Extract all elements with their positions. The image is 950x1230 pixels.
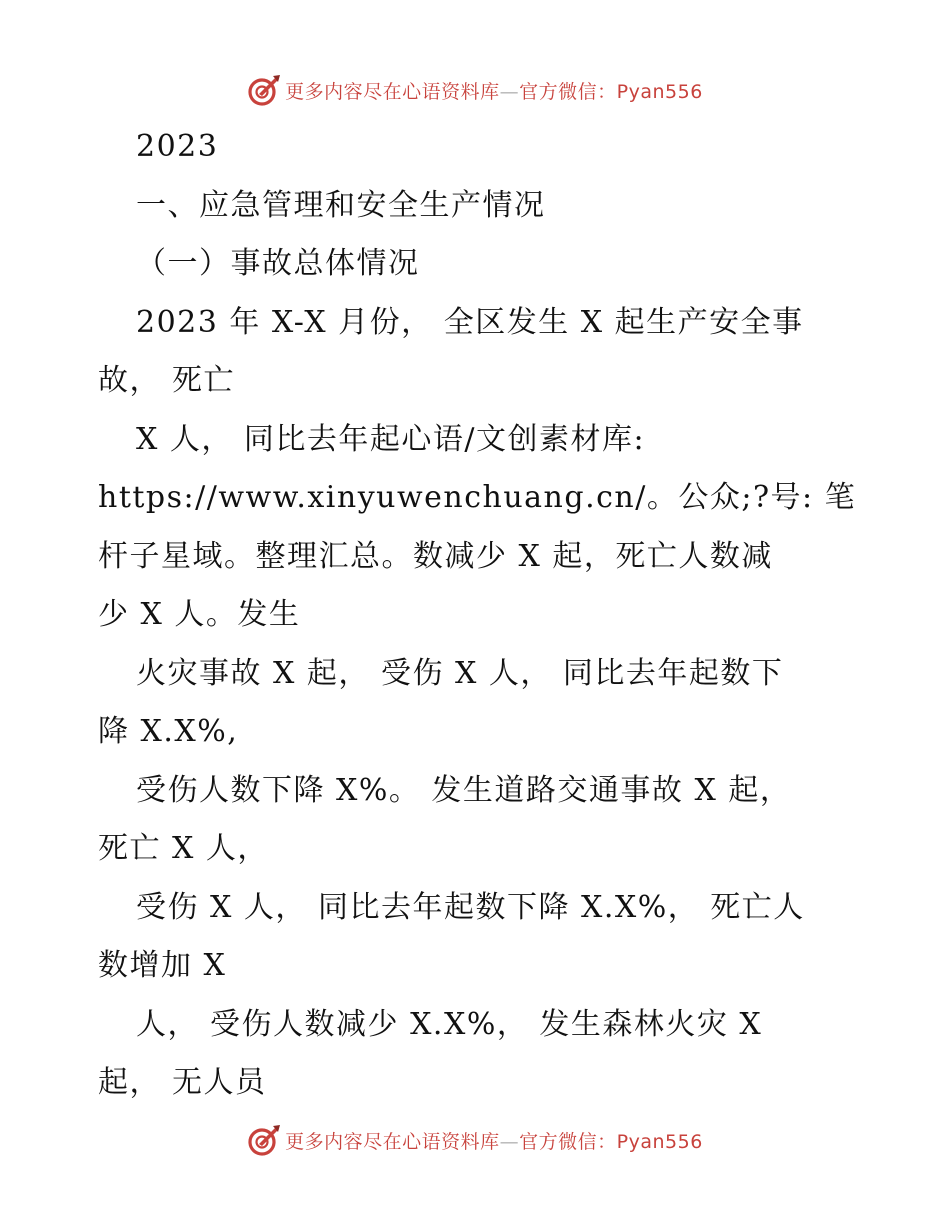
body-line: 降 X.X%, bbox=[98, 714, 239, 749]
body-line: 杆子星域。整理汇总。数减少 X 起，死亡人数减 bbox=[98, 538, 773, 574]
body-line: 起， 无人员 bbox=[98, 1065, 267, 1100]
footer-watermark-banner bbox=[0, 1120, 950, 1160]
body-line: 2023 年 X-X 月份， 全区发生 X 起生产安全事 bbox=[136, 304, 804, 340]
quill-pen-circle-icon bbox=[247, 73, 281, 107]
body-line: 2023 bbox=[136, 129, 219, 164]
watermark-text: 更多内容尽在心语资料库—官方微信：Pyan556 bbox=[285, 80, 703, 103]
body-line: X 人， 同比去年起心语/文创素材库: bbox=[136, 421, 646, 457]
body-line: 故， 死亡 bbox=[98, 363, 236, 398]
body-line: https://www.xinyuwenchuang.cn/。公众;?号: 笔 bbox=[98, 480, 857, 515]
body-line: 死亡 X 人， bbox=[98, 831, 269, 866]
body-line: 人， 受伤人数减少 X.X%， 发生森林火灾 X bbox=[136, 1006, 763, 1042]
watermark-text: 更多内容尽在心语资料库—官方微信：Pyan556 bbox=[285, 1130, 703, 1153]
header-watermark-banner bbox=[0, 70, 950, 110]
body-line: 少 X 人。发生 bbox=[98, 597, 301, 632]
body-line: 受伤 X 人， 同比去年起数下降 X.X%， 死亡人 bbox=[136, 889, 805, 925]
document-body bbox=[98, 118, 858, 1113]
subsection-heading: （一）事故总体情况 bbox=[136, 246, 420, 281]
quill-pen-circle-icon bbox=[247, 1123, 281, 1157]
body-line: 火灾事故 X 起， 受伤 X 人， 同比去年起数下 bbox=[136, 655, 784, 691]
body-line: 受伤人数下降 X%。 发生道路交通事故 X 起， bbox=[136, 772, 792, 808]
section-heading: 一、应急管理和安全生产情况 bbox=[136, 187, 546, 223]
body-line: 数增加 X bbox=[98, 948, 227, 983]
